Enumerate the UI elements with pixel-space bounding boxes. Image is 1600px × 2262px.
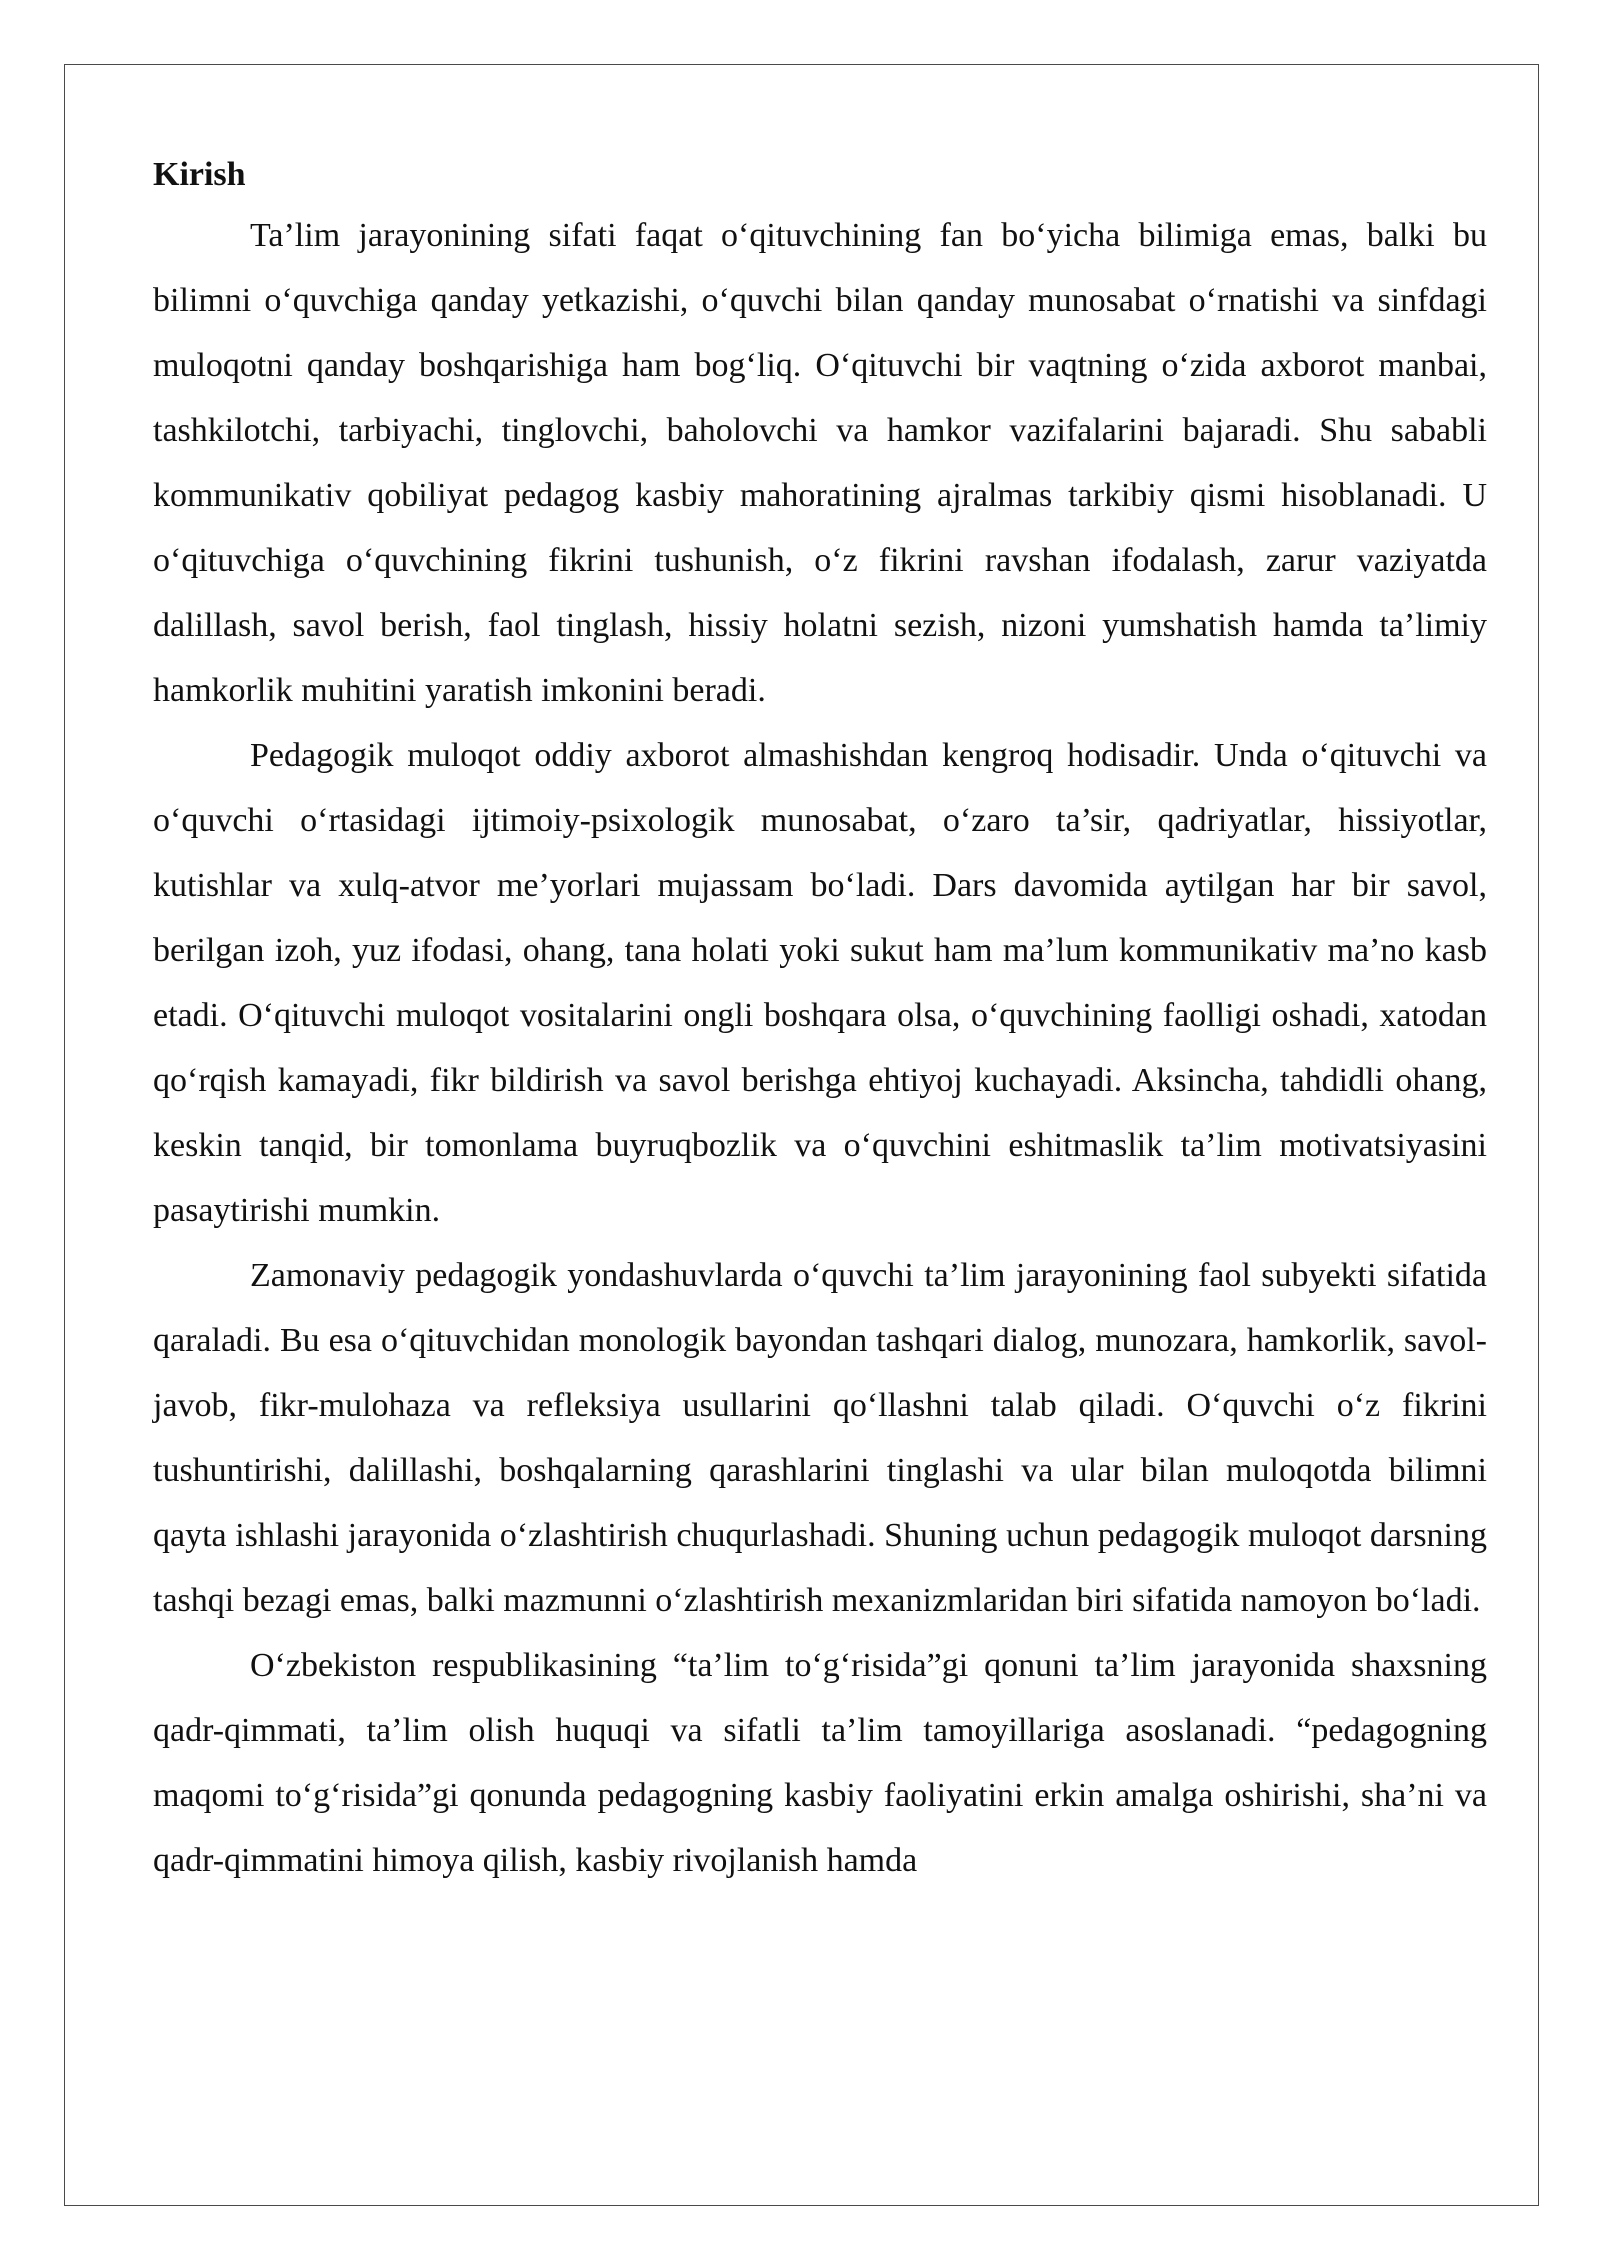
document-body xyxy=(153,147,1487,1893)
paragraph-3: Zamonaviy pedagogik yondashuvlarda o‘quvchi ta’lim jarayonining faol subyekti sifatida qaraladi. Bu esa o‘qituvchidan monologik bayondan tashqari dialog, munozara, hamkorlik, savol-javob, fikr-mulohaza va refleksiya usullarini qo‘llashni talab qiladi. O‘quvchi o‘z fikrini tushuntirishi, dalillashi, boshqalarning qarashlarini tinglashi va ular bilan muloqotda bilimni qayta ishlashi jarayonida o‘zlashtirish chuqurlashadi. Shuning uchun pedagogik muloqot darsning tashqi bezagi emas, balki mazmunni o‘zlashtirish mexanizmlaridan biri sifatida namoyon bo‘ladi. xyxy=(153,1257,1487,1619)
section-heading: Kirish xyxy=(153,156,246,193)
paragraph-4: O‘zbekiston respublikasining “ta’lim to‘g‘risida”gi qonuni ta’lim jarayonida shaxsning qadr-qimmati, ta’lim olish huquqi va sifatli ta’lim tamoyillariga asoslanadi. “pedagogning maqomi to‘g‘risida”gi qonunda pedagogning kasbiy faoliyatini erkin amalga oshirishi, sha’ni va qadr-qimmatini himoya qilish, kasbiy rivojlanish hamda xyxy=(153,1647,1487,1879)
paragraph-1: Ta’lim jarayonining sifati faqat o‘qituvchining fan bo‘yicha bilimiga emas, balki bu bilimni o‘quvchiga qanday yetkazishi, o‘quvchi bilan qanday munosabat o‘rnatishi va sinfdagi muloqotni qanday boshqarishiga ham bog‘liq. O‘qituvchi bir vaqtning o‘zida axborot manbai, tashkilotchi, tarbiyachi, tinglovchi, baholovchi va hamkor vazifalarini bajaradi. Shu sababli kommunikativ qobiliyat pedagog kasbiy mahoratining ajralmas tarkibiy qismi hisoblanadi. U o‘qituvchiga o‘quvchining fikrini tushunish, o‘z fikrini ravshan ifodalash, zarur vaziyatda dalillash, savol berish, faol tinglash, hissiy holatni sezish, nizoni yumshatish hamda ta’limiy hamkorlik muhitini yaratish imkonini beradi. xyxy=(153,217,1487,709)
paragraph-2: Pedagogik muloqot oddiy axborot almashishdan kengroq hodisadir. Unda o‘qituvchi va o‘quvchi o‘rtasidagi ijtimoiy-psixologik munosabat, o‘zaro ta’sir, qadriyatlar, hissiyotlar, kutishlar va xulq-atvor me’yorlari mujassam bo‘ladi. Dars davomida aytilgan har bir savol, berilgan izoh, yuz ifodasi, ohang, tana holati yoki sukut ham ma’lum kommunikativ ma’no kasb etadi. O‘qituvchi muloqot vositalarini ongli boshqara olsa, o‘quvchining faolligi oshadi, xatodan qo‘rqish kamayadi, fikr bildirish va savol berishga ehtiyoj kuchayadi. Aksincha, tahdidli ohang, keskin tanqid, bir tomonlama buyruqbozlik va o‘quvchini eshitmaslik ta’lim motivatsiyasini pasaytirishi mumkin. xyxy=(153,737,1487,1229)
